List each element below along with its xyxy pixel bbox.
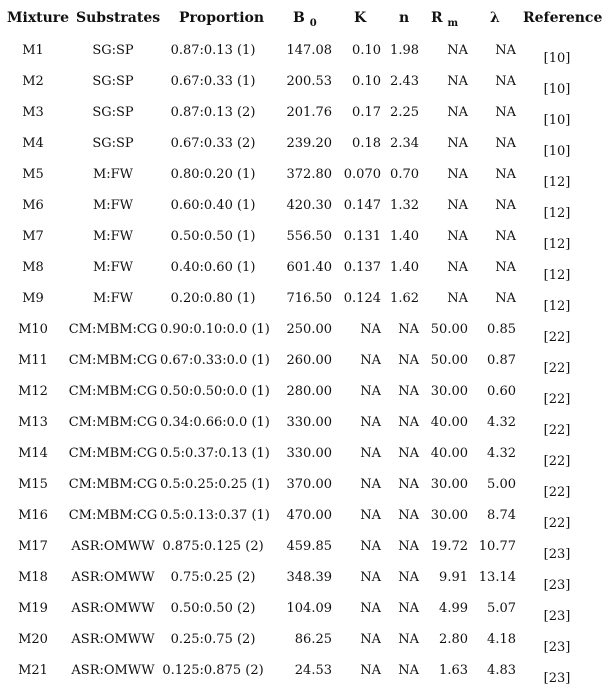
cell-k: 0.070 — [343, 167, 381, 182]
table-row — [0, 105, 602, 136]
cell-k: NA — [360, 415, 381, 430]
cell-mixture: M16 — [18, 508, 48, 523]
cell-n: 1.40 — [390, 229, 419, 244]
cell-substrates: CM:MBM:CG — [68, 415, 158, 430]
cell-reference: [23] — [543, 578, 571, 593]
cell-reference: [22] — [543, 516, 571, 531]
header-reference: Reference — [523, 10, 602, 26]
cell-reference: [23] — [543, 640, 571, 655]
cell-reference: [12] — [543, 299, 571, 314]
cell-reference: [23] — [543, 609, 571, 624]
cell-substrates: SG:SP — [92, 74, 134, 89]
table-row — [0, 229, 602, 260]
cell-lambda: 4.32 — [487, 415, 516, 430]
cell-lambda: 8.74 — [487, 508, 516, 523]
cell-reference: [22] — [543, 361, 571, 376]
cell-k: NA — [360, 539, 381, 554]
cell-n: NA — [398, 446, 419, 461]
cell-k: 0.18 — [352, 136, 381, 151]
cell-mixture: M4 — [22, 136, 44, 151]
cell-k: NA — [360, 632, 381, 647]
header-rm-sub: m — [447, 18, 459, 29]
cell-mixture: M18 — [18, 570, 48, 585]
cell-mixture: M2 — [22, 74, 44, 89]
cell-substrates: M:FW — [92, 229, 134, 244]
cell-mixture: M14 — [18, 446, 48, 461]
cell-k: NA — [360, 663, 381, 678]
cell-reference: [23] — [543, 547, 571, 562]
cell-lambda: 5.07 — [487, 601, 516, 616]
table-row — [0, 136, 602, 167]
cell-proportion: 0.80:0.20 (1) — [170, 167, 256, 182]
cell-rm: 30.00 — [430, 508, 468, 523]
cell-b0: 601.40 — [286, 260, 332, 275]
cell-n: 1.32 — [390, 198, 419, 213]
cell-k: 0.10 — [352, 74, 381, 89]
table-row — [0, 415, 602, 446]
cell-b0: 470.00 — [286, 508, 332, 523]
cell-rm: NA — [447, 229, 468, 244]
cell-k: NA — [360, 322, 381, 337]
cell-proportion: 0.87:0.13 (1) — [170, 43, 256, 58]
cell-rm: NA — [447, 198, 468, 213]
cell-substrates: ASR:OMWW — [71, 570, 155, 585]
cell-k: 0.131 — [343, 229, 381, 244]
cell-lambda: NA — [495, 136, 516, 151]
cell-substrates: SG:SP — [92, 43, 134, 58]
cell-rm: 50.00 — [430, 353, 468, 368]
cell-rm: NA — [447, 74, 468, 89]
cell-b0: 459.85 — [286, 539, 332, 554]
header-rm-main: R — [431, 10, 443, 26]
header-rm — [431, 10, 458, 29]
cell-substrates: M:FW — [92, 291, 134, 306]
table-row — [0, 74, 602, 105]
cell-rm: NA — [447, 105, 468, 120]
table-row — [0, 477, 602, 508]
cell-mixture: M9 — [22, 291, 44, 306]
cell-n: NA — [398, 415, 419, 430]
cell-substrates: ASR:OMWW — [71, 632, 155, 647]
cell-rm: 30.00 — [430, 477, 468, 492]
header-k: K — [354, 10, 367, 26]
cell-b0: 556.50 — [286, 229, 332, 244]
cell-k: NA — [360, 570, 381, 585]
cell-lambda: 0.87 — [487, 353, 516, 368]
cell-reference: [10] — [543, 82, 571, 97]
cell-n: NA — [398, 539, 419, 554]
cell-b0: 348.39 — [286, 570, 332, 585]
cell-lambda: 4.18 — [487, 632, 516, 647]
cell-lambda: NA — [495, 105, 516, 120]
table-row — [0, 384, 602, 415]
cell-mixture: M20 — [18, 632, 48, 647]
cell-proportion: 0.67:0.33:0.0 (1) — [160, 353, 270, 368]
cell-lambda: 0.60 — [487, 384, 516, 399]
cell-proportion: 0.67:0.33 (2) — [170, 136, 256, 151]
cell-n: 1.62 — [390, 291, 419, 306]
cell-substrates: M:FW — [92, 260, 134, 275]
cell-b0: 370.00 — [286, 477, 332, 492]
header-proportion: Proportion — [179, 10, 265, 26]
cell-proportion: 0.40:0.60 (1) — [170, 260, 256, 275]
cell-mixture: M7 — [22, 229, 44, 244]
header-substrates: Substrates — [76, 10, 161, 26]
cell-mixture: M17 — [18, 539, 48, 554]
cell-rm: NA — [447, 167, 468, 182]
table-row — [0, 260, 602, 291]
table-row — [0, 632, 602, 663]
cell-lambda: NA — [495, 291, 516, 306]
cell-proportion: 0.75:0.25 (2) — [170, 570, 256, 585]
cell-substrates: CM:MBM:CG — [68, 384, 158, 399]
table-row — [0, 198, 602, 229]
cell-rm: 40.00 — [430, 415, 468, 430]
cell-k: 0.147 — [343, 198, 381, 213]
table-row — [0, 539, 602, 570]
cell-n: 2.34 — [390, 136, 419, 151]
cell-b0: 200.53 — [286, 74, 332, 89]
cell-k: NA — [360, 446, 381, 461]
cell-lambda: 4.83 — [487, 663, 516, 678]
table-row — [0, 508, 602, 539]
cell-proportion: 0.50:0.50:0.0 (1) — [160, 384, 270, 399]
cell-mixture: M15 — [18, 477, 48, 492]
cell-substrates: M:FW — [92, 198, 134, 213]
cell-substrates: ASR:OMWW — [71, 539, 155, 554]
cell-reference: [10] — [543, 51, 571, 66]
cell-reference: [23] — [543, 671, 571, 686]
cell-n: 1.98 — [390, 43, 419, 58]
cell-b0: 147.08 — [286, 43, 332, 58]
cell-b0: 330.00 — [286, 415, 332, 430]
header-n: n — [399, 10, 410, 26]
cell-reference: [12] — [543, 268, 571, 283]
cell-substrates: M:FW — [92, 167, 134, 182]
cell-substrates: ASR:OMWW — [71, 601, 155, 616]
cell-rm: 9.91 — [439, 570, 468, 585]
cell-lambda: 5.00 — [487, 477, 516, 492]
cell-substrates: ASR:OMWW — [71, 663, 155, 678]
cell-rm: 40.00 — [430, 446, 468, 461]
cell-lambda: NA — [495, 260, 516, 275]
cell-proportion: 0.5:0.25:0.25 (1) — [160, 477, 270, 492]
table-row — [0, 570, 602, 601]
cell-proportion: 0.125:0.875 (2) — [162, 663, 264, 678]
cell-proportion: 0.25:0.75 (2) — [170, 632, 256, 647]
cell-mixture: M3 — [22, 105, 44, 120]
cell-b0: 260.00 — [286, 353, 332, 368]
cell-reference: [22] — [543, 392, 571, 407]
cell-reference: [22] — [543, 454, 571, 469]
cell-mixture: M21 — [18, 663, 48, 678]
cell-substrates: CM:MBM:CG — [68, 446, 158, 461]
cell-proportion: 0.20:0.80 (1) — [170, 291, 256, 306]
cell-reference: [22] — [543, 330, 571, 345]
header-b0 — [293, 10, 317, 29]
cell-n: NA — [398, 353, 419, 368]
cell-n: NA — [398, 384, 419, 399]
cell-n: NA — [398, 663, 419, 678]
cell-mixture: M6 — [22, 198, 44, 213]
cell-lambda: 13.14 — [478, 570, 516, 585]
cell-reference: [12] — [543, 237, 571, 252]
cell-b0: 86.25 — [294, 632, 332, 647]
cell-k: 0.124 — [343, 291, 381, 306]
cell-k: 0.10 — [352, 43, 381, 58]
table-row — [0, 291, 602, 322]
cell-rm: 50.00 — [430, 322, 468, 337]
cell-mixture: M5 — [22, 167, 44, 182]
cell-proportion: 0.50:0.50 (1) — [170, 229, 256, 244]
cell-b0: 239.20 — [286, 136, 332, 151]
cell-rm: NA — [447, 43, 468, 58]
header-lambda: λ — [490, 10, 500, 26]
cell-mixture: M19 — [18, 601, 48, 616]
cell-reference: [10] — [543, 113, 571, 128]
cell-k: NA — [360, 477, 381, 492]
cell-lambda: 0.85 — [487, 322, 516, 337]
cell-proportion: 0.90:0.10:0.0 (1) — [160, 322, 270, 337]
cell-substrates: CM:MBM:CG — [68, 508, 158, 523]
table-row — [0, 353, 602, 384]
cell-proportion: 0.5:0.37:0.13 (1) — [160, 446, 270, 461]
cell-lambda: NA — [495, 198, 516, 213]
table-row — [0, 601, 602, 632]
cell-reference: [12] — [543, 175, 571, 190]
cell-n: NA — [398, 322, 419, 337]
cell-reference: [22] — [543, 423, 571, 438]
cell-n: NA — [398, 477, 419, 492]
cell-mixture: M11 — [18, 353, 48, 368]
cell-lambda: 10.77 — [478, 539, 516, 554]
cell-substrates: CM:MBM:CG — [68, 353, 158, 368]
header-mixture: Mixture — [7, 10, 70, 26]
cell-rm: 19.72 — [430, 539, 468, 554]
cell-proportion: 0.60:0.40 (1) — [170, 198, 256, 213]
cell-proportion: 0.67:0.33 (1) — [170, 74, 256, 89]
cell-n: NA — [398, 601, 419, 616]
cell-lambda: 4.32 — [487, 446, 516, 461]
cell-rm: 4.99 — [439, 601, 468, 616]
cell-proportion: 0.34:0.66:0.0 (1) — [160, 415, 270, 430]
cell-b0: 420.30 — [286, 198, 332, 213]
cell-mixture: M12 — [18, 384, 48, 399]
cell-proportion: 0.5:0.13:0.37 (1) — [160, 508, 270, 523]
cell-substrates: CM:MBM:CG — [68, 477, 158, 492]
cell-rm: NA — [447, 260, 468, 275]
cell-lambda: NA — [495, 229, 516, 244]
cell-b0: 24.53 — [294, 663, 332, 678]
cell-reference: [10] — [543, 144, 571, 159]
cell-n: 0.70 — [390, 167, 419, 182]
cell-n: 1.40 — [390, 260, 419, 275]
cell-mixture: M13 — [18, 415, 48, 430]
table-row — [0, 167, 602, 198]
table-row — [0, 43, 602, 74]
cell-k: NA — [360, 384, 381, 399]
cell-proportion: 0.875:0.125 (2) — [162, 539, 264, 554]
cell-proportion: 0.50:0.50 (2) — [170, 601, 256, 616]
cell-b0: 372.80 — [286, 167, 332, 182]
cell-n: 2.25 — [390, 105, 419, 120]
cell-substrates: CM:MBM:CG — [68, 322, 158, 337]
cell-k: NA — [360, 353, 381, 368]
table-row — [0, 322, 602, 353]
cell-b0: 201.76 — [286, 105, 332, 120]
cell-k: NA — [360, 601, 381, 616]
cell-mixture: M8 — [22, 260, 44, 275]
cell-b0: 330.00 — [286, 446, 332, 461]
cell-n: 2.43 — [390, 74, 419, 89]
cell-b0: 716.50 — [286, 291, 332, 306]
cell-lambda: NA — [495, 167, 516, 182]
table-row — [0, 446, 602, 477]
cell-n: NA — [398, 508, 419, 523]
cell-k: 0.17 — [352, 105, 381, 120]
header-b0-main: B — [293, 10, 305, 26]
cell-substrates: SG:SP — [92, 105, 134, 120]
cell-mixture: M1 — [22, 43, 44, 58]
cell-n: NA — [398, 570, 419, 585]
cell-k: NA — [360, 508, 381, 523]
cell-proportion: 0.87:0.13 (2) — [170, 105, 256, 120]
cell-n: NA — [398, 632, 419, 647]
cell-b0: 280.00 — [286, 384, 332, 399]
cell-b0: 104.09 — [286, 601, 332, 616]
cell-rm: 1.63 — [439, 663, 468, 678]
cell-rm: NA — [447, 291, 468, 306]
cell-rm: 30.00 — [430, 384, 468, 399]
cell-rm: 2.80 — [439, 632, 468, 647]
cell-reference: [22] — [543, 485, 571, 500]
cell-rm: NA — [447, 136, 468, 151]
cell-reference: [12] — [543, 206, 571, 221]
table-row — [0, 663, 602, 694]
cell-mixture: M10 — [18, 322, 48, 337]
cell-lambda: NA — [495, 74, 516, 89]
cell-k: 0.137 — [343, 260, 381, 275]
cell-lambda: NA — [495, 43, 516, 58]
cell-substrates: SG:SP — [92, 136, 134, 151]
header-b0-sub: 0 — [309, 18, 317, 29]
cell-b0: 250.00 — [286, 322, 332, 337]
